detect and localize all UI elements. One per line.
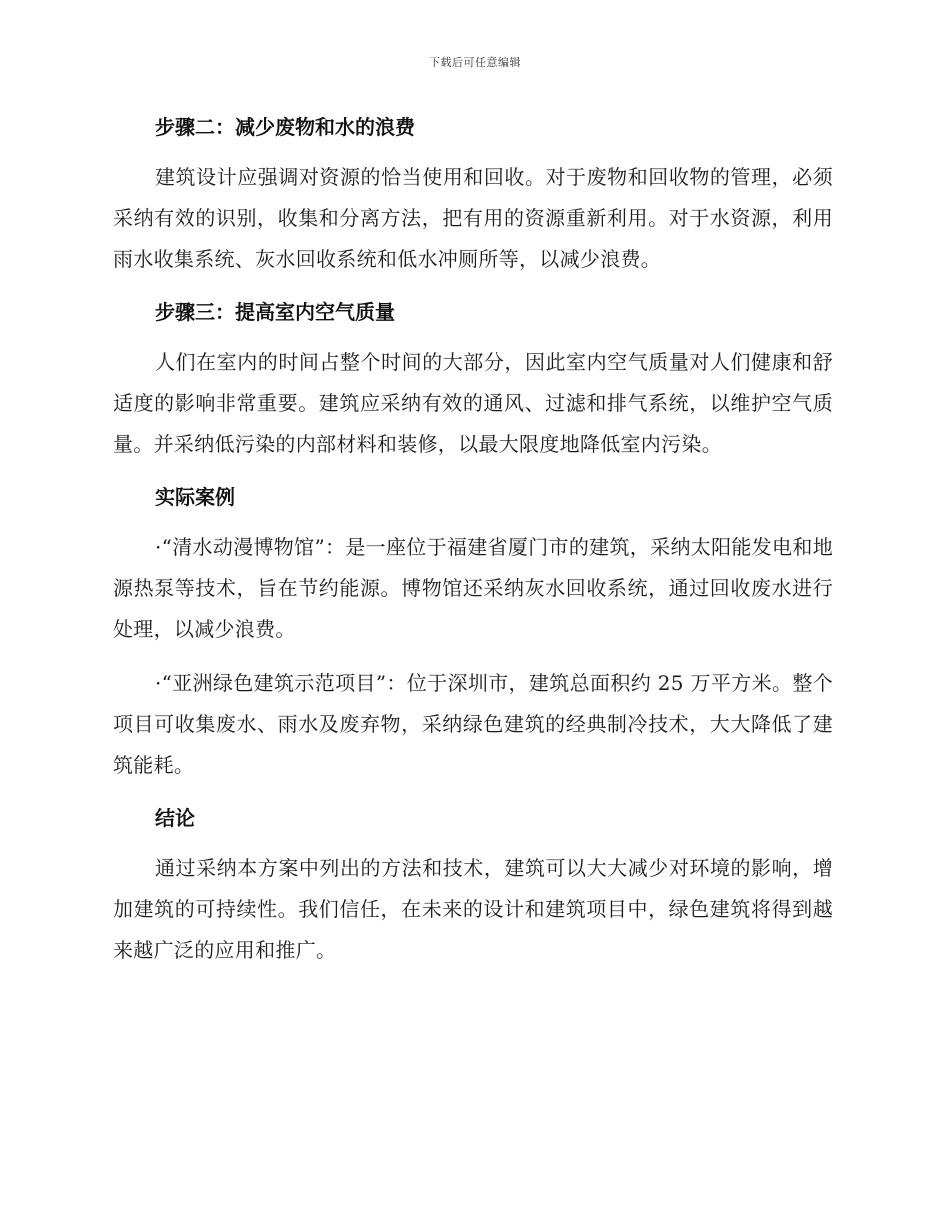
header-note: 下载后可任意编辑 [429,56,521,69]
section-heading-conclusion: 结论 [155,806,195,830]
case-item: ·“清水动漫博物馆”：是一座位于福建省厦门市的建筑，采纳太阳能发电和地源热泵等技术，旨在节约能源。博物馆还采纳灰水回收系统，通过回收废水进行处理，以减少浪费。 [113,535,833,641]
document-body [113,108,833,984]
section-body-conclusion: 通过采纳本方案中列出的方法和技术，建筑可以大大减少对环境的影响，增加建筑的可持续性。我们信任，在未来的设计和建筑项目中，绿色建筑将得到越来越广泛的应用和推广。 [113,856,833,962]
section-body-step3: 人们在室内的时间占整个时间的大部分，因此室内空气质量对人们健康和舒适度的影响非常重要。建筑应采纳有效的通风、过滤和排气系统，以维护空气质量。并采纳低污染的内部材料和装修，以最大限度地降低室内污染。 [113,350,833,456]
section-heading-step3: 步骤三：提高室内空气质量 [155,300,395,324]
section-heading-cases: 实际案例 [155,485,235,509]
section-body-step2: 建筑设计应强调对资源的恰当使用和回收。对于废物和回收物的管理，必须采纳有效的识别，收集和分离方法，把有用的资源重新利用。对于水资源，利用雨水收集系统、灰水回收系统和低水冲厕所等，以减少浪费。 [113,165,833,271]
section-heading-step2: 步骤二：减少废物和水的浪费 [155,115,415,139]
case-item: ·“亚洲绿色建筑示范项目”：位于深圳市，建筑总面积约 25 万平方米。整个项目可收集废水、雨水及废弃物，采纳绿色建筑的经典制冷技术，大大降低了建筑能耗。 [113,671,833,777]
